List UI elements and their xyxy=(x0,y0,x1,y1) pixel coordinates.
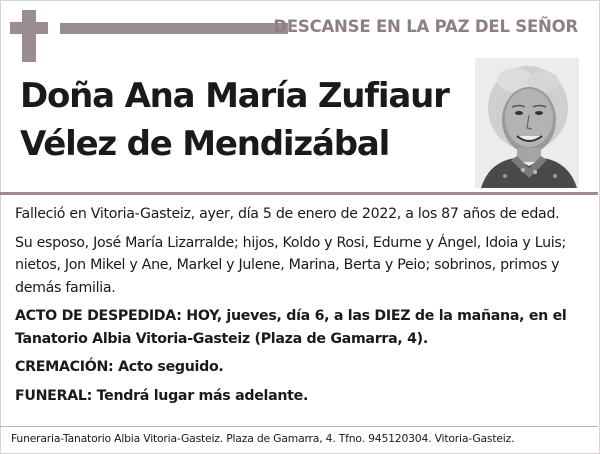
funeral-home-footer: Funeraria-Tanatorio Albia Vitoria-Gasteiz. Plaza de Gamarra, 4. Tfno. 945120304. Vitoria-Gasteiz. xyxy=(11,432,515,445)
header-title: DESCANSE EN LA PAZ DEL SEÑOR xyxy=(273,17,578,36)
deceased-name-line2: Vélez de Mendizábal xyxy=(20,124,390,164)
farewell-info: ACTO DE DESPEDIDA: HOY, jueves, día 6, a las DIEZ de la mañana, en el Tanatorio Albia Vitoria-Gasteiz (Plaza de Gamarra, 4). xyxy=(15,308,567,347)
family-list: Su esposo, José María Lizarralde; hijos, Koldo y Rosi, Edurne y Ángel, Idoia y Luis; nietos, Jon Mikel y Ane, Markel y Julene, Marina, Berta y Peio; sobrinos, primos y demás familia. xyxy=(15,234,566,296)
notice-body xyxy=(15,203,585,413)
deceased-name xyxy=(20,72,460,168)
divider-top xyxy=(0,192,598,195)
portrait-photo xyxy=(475,58,579,188)
divider-bottom xyxy=(0,426,598,427)
deceased-name-line1: Doña Ana María Zufiaur xyxy=(20,76,449,116)
portrait-photo-icon xyxy=(475,58,579,188)
cremation-info: CREMACIÓN: Acto seguido. xyxy=(15,359,224,375)
header-bar xyxy=(60,23,288,34)
funeral-info: FUNERAL: Tendrá lugar más adelante. xyxy=(15,387,309,404)
death-announcement: Falleció en Vitoria-Gasteiz, ayer, día 5 de enero de 2022, a los 87 años de edad. xyxy=(15,206,560,222)
